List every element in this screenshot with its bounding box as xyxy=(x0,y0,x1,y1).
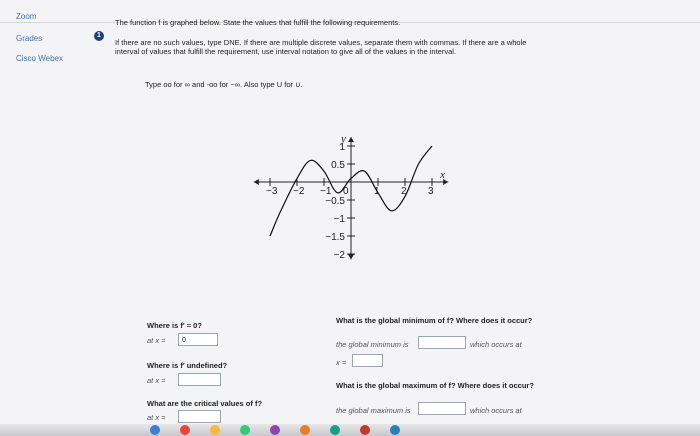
y-tick-label: 1 xyxy=(339,142,345,153)
x-tick-label: 3 xyxy=(428,186,434,197)
q2-title: Where is f′ undefined? xyxy=(147,361,228,370)
x-tick-label: 1 xyxy=(374,186,380,197)
question-intro: The function f is graphed below. State the values that fulfill the following requirements. xyxy=(115,18,401,27)
x-tick-label: −1 xyxy=(320,186,332,197)
y-tick-label: −1.5 xyxy=(325,232,345,243)
q4-label-at: which occurs at xyxy=(470,340,522,349)
q4-label-x: x = xyxy=(336,358,347,367)
y-tick-label: −2 xyxy=(333,250,345,261)
q1-title: Where is f′ = 0? xyxy=(147,321,202,330)
sidebar-item-zoom[interactable]: Zoom xyxy=(16,12,37,21)
dock-app-icon[interactable] xyxy=(390,425,400,435)
dock-app-icon[interactable] xyxy=(270,425,280,435)
dock-app-icon[interactable] xyxy=(360,425,370,435)
y-axis-arrow xyxy=(348,137,354,142)
q3-label: at x = xyxy=(147,413,166,422)
x-tick-label: 2 xyxy=(401,186,407,197)
q5-label-max: the global maximum is xyxy=(336,406,411,415)
type-hint: Type oo for ∞ and -oo for −∞. Also type U for ∪. xyxy=(145,80,303,89)
dock-app-icon[interactable] xyxy=(240,425,250,435)
graph-axes xyxy=(254,133,448,261)
y-tick-label: −0.5 xyxy=(325,196,345,207)
sidebar-item-cisco-webex[interactable]: Cisco Webex xyxy=(16,54,63,63)
sidebar-item-grades[interactable]: Grades xyxy=(16,34,43,43)
dock-app-icon[interactable] xyxy=(330,425,340,435)
dock-app-icon[interactable] xyxy=(300,425,310,435)
global-max-input[interactable] xyxy=(418,402,466,415)
dock-app-icon[interactable] xyxy=(150,425,160,435)
question-panel xyxy=(115,0,695,436)
q1-input[interactable]: 0 xyxy=(178,333,218,346)
q4-label-min: the global minimum is xyxy=(336,340,409,349)
x-axis-arrow-left xyxy=(254,179,259,185)
x-tick-label: −2 xyxy=(293,186,305,197)
q4-title: What is the global minimum of f? Where does it occur? xyxy=(336,316,533,325)
dock-app-icon[interactable] xyxy=(210,425,220,435)
x-tick-label: 0 xyxy=(343,186,349,197)
y-axis-arrow-bottom xyxy=(348,254,354,259)
question-instructions: If there are no such values, type DNE. If there are multiple discrete values, separate them with commas. If there are a whole interval of values that fulfill the requirement, use interval notation to give all of the values in the interval. xyxy=(115,38,527,56)
q1-label: at x = xyxy=(147,336,166,345)
function-graph xyxy=(248,100,498,310)
q2-input[interactable] xyxy=(178,373,221,386)
dock-app-icon[interactable] xyxy=(180,425,190,435)
q2-label: at x = xyxy=(147,376,166,385)
q3-input[interactable] xyxy=(178,410,221,423)
q5-title: What is the global maximum of f? Where does it occur? xyxy=(336,381,534,390)
global-min-x-input[interactable] xyxy=(352,354,383,367)
y-tick-label: 0.5 xyxy=(331,160,345,171)
taskbar-dock xyxy=(0,424,700,436)
x-tick-label: −3 xyxy=(266,186,278,197)
sidebar xyxy=(0,0,100,436)
x-axis-label: x xyxy=(440,169,445,181)
global-min-input[interactable] xyxy=(418,336,466,349)
y-tick-label: −1 xyxy=(333,214,345,225)
q3-title: What are the critical values of f? xyxy=(147,399,263,408)
q5-label-at: which occurs at xyxy=(470,406,522,415)
notification-badge: 1 xyxy=(94,31,104,41)
y-axis-label: y xyxy=(341,132,346,145)
